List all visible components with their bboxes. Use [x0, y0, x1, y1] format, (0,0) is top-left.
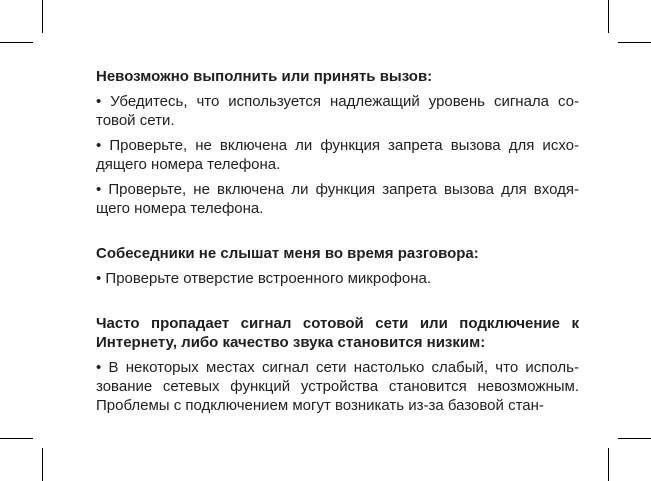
bullet-item: • Проверьте, не включена ли функция запрета вызова для входящего номера телефона. [96, 181, 579, 217]
section-caller-cannot-hear [96, 244, 579, 288]
crop-mark-bottom-left-horizontal [0, 438, 33, 439]
crop-mark-bottom-right [608, 448, 609, 481]
crop-mark-bottom-left [42, 448, 43, 481]
crop-mark-bottom-right-horizontal [618, 438, 651, 439]
bullet-item: • Проверьте, не включена ли функция запрета вызова для исходящего номера телефона. [96, 137, 579, 173]
section-cannot-make-call [96, 67, 579, 218]
bullet-item: • Проверьте отверстие встроенного микрофона. [96, 270, 432, 287]
crop-mark-top-right-horizontal [618, 42, 651, 43]
section-heading: Собеседники не слышат меня во время разговора: [96, 245, 479, 262]
bullet-item: • В некоторых местах сигнал сети настолько слабый, что использование сетевых функций устройства становится невозможным. Проблемы с подключением могут возникать из-за базовой стан- [96, 359, 579, 414]
bullet-item: • Убедитесь, что используется надлежащий уровень сигнала сотовой сети. [96, 93, 579, 129]
crop-mark-top-left [42, 0, 43, 33]
troubleshooting-content [96, 67, 579, 415]
section-heading: Невозможно выполнить или принять вызов: [96, 68, 433, 85]
crop-mark-top-left-horizontal [0, 42, 33, 43]
section-heading: Часто пропадает сигнал сотовой сети или подключение к Интернету, либо качество звука становится низким: [96, 315, 579, 351]
crop-mark-top-right [608, 0, 609, 33]
section-signal-drops [96, 314, 579, 415]
